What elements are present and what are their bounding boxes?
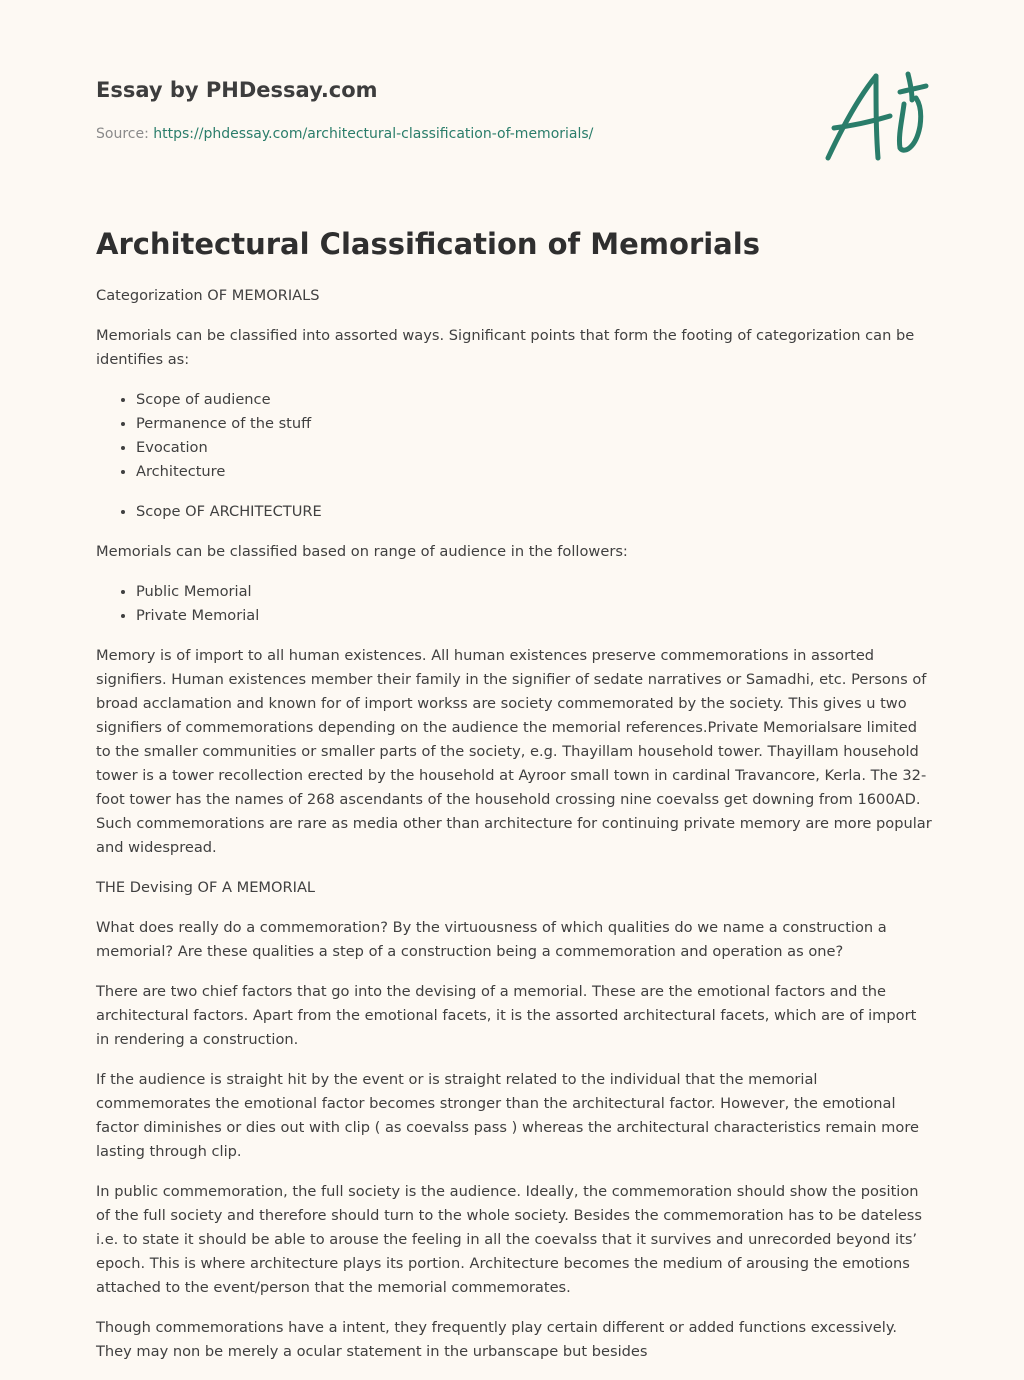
bullet-list-scope [96, 500, 932, 524]
a-plus-logo-icon [820, 66, 930, 166]
list-item: • Scope OF ARCHITECTURE [136, 500, 932, 524]
article-title: Architectural Classification of Memorials [96, 227, 760, 261]
source-line [96, 124, 593, 144]
list-item: • Permanence of the stuff [136, 412, 932, 436]
source-label: Source: [96, 126, 154, 142]
list-item: • Private Memorial [136, 604, 932, 628]
bullet-list-memorial-types [96, 580, 932, 628]
list-item: • Architecture [136, 460, 932, 484]
section-heading-categorization: Categorization OF MEMORIALS [96, 287, 320, 304]
bullet-list-classification-points [96, 388, 932, 484]
paragraph: Memorials can be classified into assorted ways. Significant points that form the footing of categorization can be identifies as: [96, 327, 915, 368]
paragraph: Memorials can be classified based on range of audience in the followers: [96, 543, 628, 560]
paragraph: There are two chief factors that go into the devising of a memorial. These are the emotional factors and the architectural factors. Apart from the emotional facets, it is the assorted architectural facets, which are of import in rendering a construction. [96, 983, 917, 1048]
list-item: • Scope of audience [136, 388, 932, 412]
list-item: • Public Memorial [136, 580, 932, 604]
source-link[interactable]: https://phdessay.com/architectural-classification-of-memorials/ [153, 126, 594, 142]
paragraph: If the audience is straight hit by the event or is straight related to the individual that the memorial commemorates the emotional factor becomes stronger than the architectural factor. However, the emotional factor diminishes or dies out with clip ( as coevalss pass ) whereas the architectural characteristics remain more lasting through clip. [96, 1071, 919, 1160]
brand-title: Essay by PHDessay.com [96, 78, 378, 102]
paragraph: What does really do a commemoration? By the virtuousness of which qualities do we name a construction a memorial? Are these qualities a step of a construction being a commemoration and operation as one? [96, 919, 887, 960]
paragraph: Memory is of import to all human existences. All human existences preserve commemorations in assorted signifiers. Human existences member their family in the signifier of sedate narratives or Samadhi, etc. Persons of broad acclamation and known for of import workss are society commemorated by the society. This gives u two signifiers of commemorations depending on the audience the memorial references.Private Memorialsare limited to the smaller communities or smaller parts of the society, e.g. Thayillam household tower. Thayillam household tower is a tower recollection erected by the household at Ayroor small town in cardinal Travancore, Kerla. The 32-foot tower has the names of 268 ascendants of the household crossing nine coevalss get downing from 1600AD. Such commemorations are rare as media other than architecture for continuing private memory are more popular and widespread. [96, 647, 932, 856]
paragraph: In public commemoration, the full society is the audience. Ideally, the commemoration should show the position of the full society and therefore should turn to the whole society. Besides the commemoration has to be dateless i.e. to state it should be able to arouse the feeling in all the coevalss that it survives and unrecorded beyond its’ epoch. This is where architecture plays its portion. Architecture becomes the medium of arousing the emotions attached to the event/person that the memorial commemorates. [96, 1183, 922, 1296]
paragraph: Though commemorations have a intent, they frequently play certain different or added functions excessively. They may non be merely a ocular statement in the urbanscape but besides [96, 1319, 898, 1360]
list-item: • Evocation [136, 436, 932, 460]
article-body [96, 284, 932, 1380]
section-heading-devising: THE Devising OF A MEMORIAL [96, 879, 316, 896]
page-header [96, 76, 796, 142]
